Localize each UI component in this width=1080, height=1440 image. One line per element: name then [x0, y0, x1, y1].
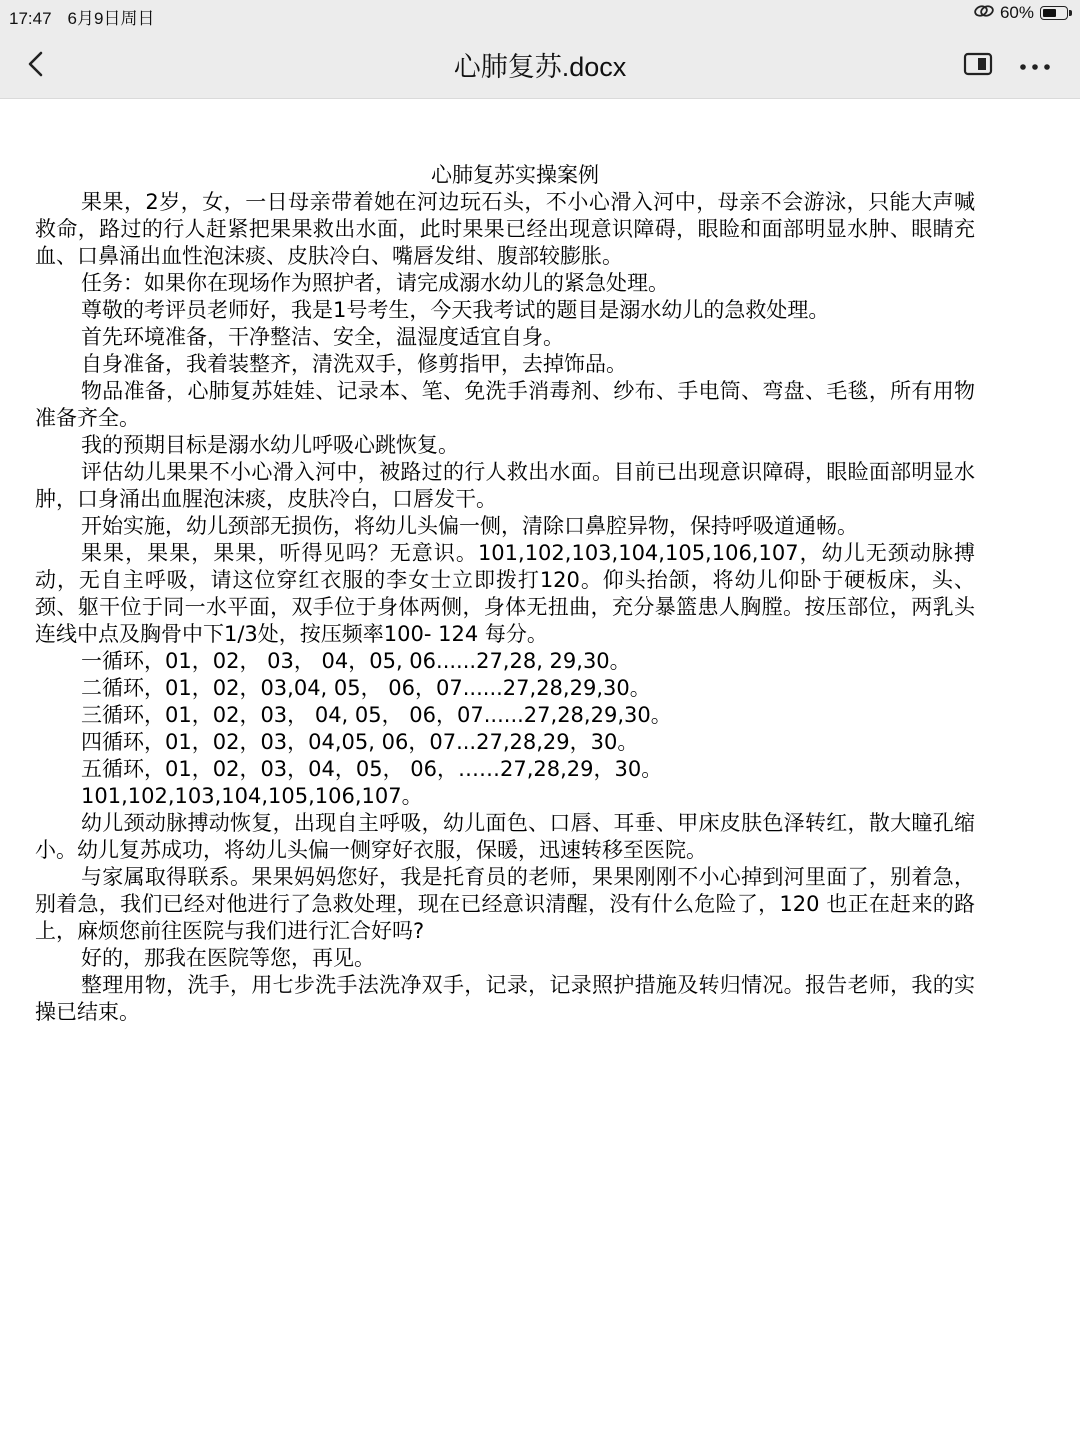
- status-date: 6月9日周日: [67, 9, 155, 28]
- paragraph: 五循环，01，02，03，04，05， 06，……27,28,29，30。: [81, 757, 663, 781]
- paragraph: 开始实施，幼儿颈部无损伤，将幼儿头偏一侧，清除口鼻腔异物，保持呼吸道通畅。: [81, 514, 858, 538]
- paragraph: 自身准备，我着装整齐，清洗双手，修剪指甲，去掉饰品。: [81, 352, 627, 376]
- battery-fill: [1043, 9, 1056, 17]
- paragraph: 好的，那我在医院等您，再见。: [81, 946, 375, 970]
- document-title-bar: 心肺复苏.docx: [453, 52, 627, 82]
- status-left: [9, 4, 154, 29]
- battery-icon: [1040, 6, 1068, 20]
- paragraph: 我的预期目标是溺水幼儿呼吸心跳恢复。: [81, 433, 459, 457]
- battery-percent: 60%: [999, 3, 1034, 22]
- document-body: [35, 162, 975, 1026]
- paragraph: 尊敬的考评员老师好，我是1号考生，今天我考试的题目是溺水幼儿的急救处理。: [81, 298, 830, 322]
- document-heading: 心肺复苏实操案例: [431, 163, 599, 187]
- paragraph: 果果，果果，果果，听得见吗？无意识。101,102,103,104,105,106,107，幼儿无颈动脉搏动，无自主呼吸，请这位穿红衣服的李女士立即拨打120。仰头抬颌，将幼儿仰卧于硬板床，头、颈、躯干位于同一水平面，双手位于身体两侧，身体无扭曲，充分暴篮患人胸膛。按压部位，两乳头连线中点及胸骨中下1/3处，按压频率100- 124 每分。: [35, 541, 975, 646]
- paragraph: 四循环，01，02，03，04,05, 06，07...27,28,29，30。: [81, 730, 639, 754]
- reader-mode-icon[interactable]: [963, 52, 993, 76]
- paragraph: 101,102,103,104,105,106,107。: [81, 784, 423, 808]
- status-time: 17:47: [9, 9, 52, 28]
- battery-tip: [1069, 10, 1072, 16]
- link-icon: [974, 3, 994, 23]
- paragraph: 任务：如果你在现场作为照护者，请完成溺水幼儿的紧急处理。: [81, 271, 669, 295]
- paragraph: 整理用物，洗手，用七步洗手法洗净双手，记录，记录照护措施及转归情况。报告老师，我的实操已结束。: [35, 973, 975, 1024]
- status-bar: [0, 0, 1080, 30]
- paragraph: 一循环，01，02， 03， 04，05, 06......27,28, 29,30。: [81, 649, 631, 673]
- paragraph: 二循环，01，02，03,04, 05， 06，07......27,28,29,30。: [81, 676, 651, 700]
- paragraph: 首先环境准备，干净整洁、安全，温湿度适宜自身。: [81, 325, 564, 349]
- paragraph: 评估幼儿果果不小心滑入河中，被路过的行人救出水面。目前已出现意识障碍，眼睑面部明显水肿，口身涌出血腥泡沫痰，皮肤冷白，口唇发干。: [35, 460, 975, 511]
- paragraph: 与家属取得联系。果果妈妈您好，我是托育员的老师，果果刚刚不小心掉到河里面了，别着急，别着急，我们已经对他进行了急救处理，现在已经意识清醒，没有什么危险了，120 也正在赶来的路上，麻烦您前往医院与我们进行汇合好吗?: [35, 865, 975, 943]
- paragraph: 三循环，01，02，03， 04, 05， 06，07......27,28,29,30。: [81, 703, 672, 727]
- status-right: [974, 3, 1068, 23]
- paragraph: 果果，2岁，女，一日母亲带着她在河边玩石头，不小心滑入河中，母亲不会游泳，只能大声喊救命，路过的行人赶紧把果果救出水面，此时果果已经出现意识障碍，眼睑和面部明显水肿、眼睛充血、口鼻涌出血性泡沫痰、皮肤冷白、嘴唇发绀、腹部较膨胀。: [35, 190, 975, 268]
- paragraph: 幼儿颈动脉搏动恢复，出现自主呼吸，幼儿面色、口唇、耳垂、甲床皮肤色泽转红，散大瞳孔缩小。幼儿复苏成功，将幼儿头偏一侧穿好衣服，保暖，迅速转移至医院。: [35, 811, 975, 862]
- nav-bar: [0, 30, 1080, 99]
- paragraph: 物品准备，心肺复苏娃娃、记录本、笔、免洗手消毒剂、纱布、手电筒、弯盘、毛毯，所有用物准备齐全。: [35, 379, 975, 430]
- more-horizontal-icon[interactable]: [1018, 58, 1052, 70]
